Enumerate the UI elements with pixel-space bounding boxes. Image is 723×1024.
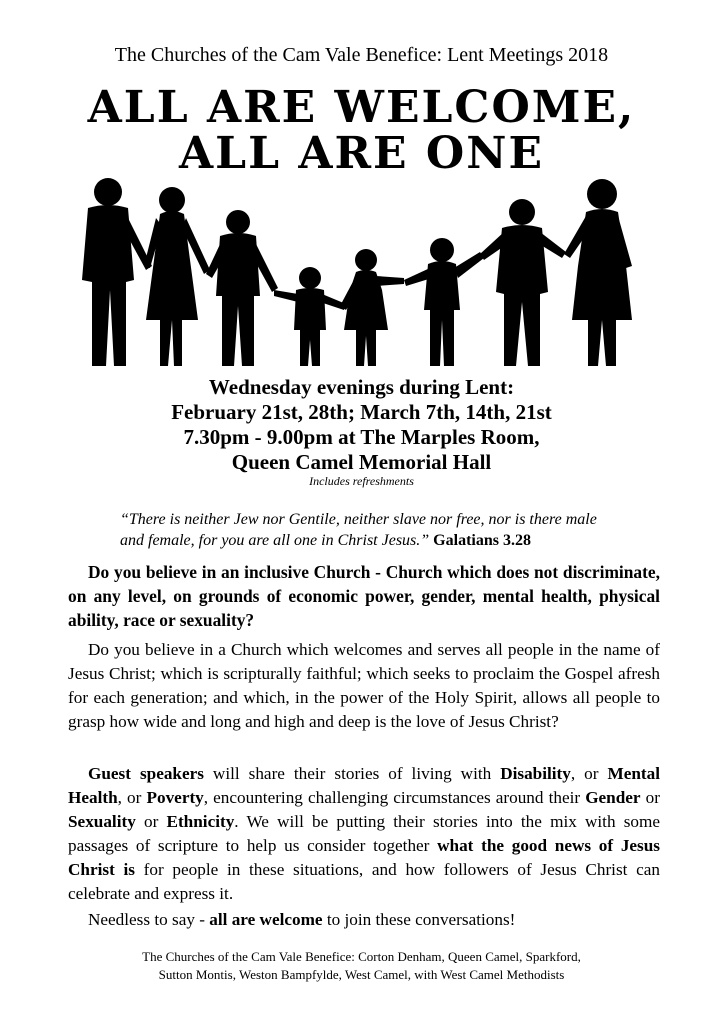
quote-reference: Galatians 3.28: [433, 532, 531, 549]
paragraph-welcoming-church: [68, 638, 660, 734]
headline-line-1: ALL ARE WELCOME,: [87, 82, 636, 133]
p4-text-2: to join these conversations!: [322, 910, 516, 929]
sexuality-text: Sexuality: [68, 812, 136, 831]
poverty-text: Poverty: [146, 788, 204, 807]
silhouette-boy: [404, 238, 484, 366]
p3-text-1: will share their stories of living with: [203, 764, 501, 783]
footer-line-1: The Churches of the Cam Vale Benefice: Corton Denham, Queen Camel, Sparkford,: [142, 949, 581, 964]
good-news-text: what the good news of Jesus Christ is: [68, 836, 660, 879]
paragraph-guest-speakers: [68, 762, 660, 906]
silhouette-woman-right: [564, 179, 632, 366]
p3-text-8: for people in these situations, and how followers of Jesus Christ can celebrate and express it.: [68, 860, 660, 903]
footer-line-2: Sutton Montis, Weston Bampfylde, West Camel, with West Camel Methodists: [158, 967, 565, 982]
silhouette-woman-left: [144, 187, 210, 366]
event-line-4: Queen Camel Memorial Hall: [231, 450, 492, 474]
event-line-2: February 21st, 28th; March 7th, 14th, 21st: [171, 400, 552, 424]
guest-speakers-text: Guest speakers: [88, 764, 204, 783]
silhouette-man-middle: [206, 210, 278, 366]
headline-line-2: ALL ARE ONE: [179, 128, 544, 179]
p3-text-4: , encountering challenging circumstances around their: [203, 788, 586, 807]
family-silhouettes-illustration: [70, 170, 660, 370]
silhouette-girl: [340, 249, 404, 366]
p3-text-5: or: [640, 788, 660, 807]
paragraph-all-welcome: [68, 908, 660, 932]
disability-text: Disability: [500, 764, 571, 783]
p4-text-1: Needless to say -: [88, 910, 210, 929]
footer-churches-list: [0, 948, 723, 984]
all-are-welcome-text: all are welcome: [209, 910, 323, 929]
refreshments-note: Includes refreshments: [309, 474, 414, 488]
mental-health-text: Mental Health: [68, 764, 660, 807]
scripture-quote: [120, 509, 620, 551]
ethnicity-text: Ethnicity: [166, 812, 235, 831]
paragraph-2-text: Do you believe in a Church which welcomes and serves all people in the name of Jesus Christ; which is scripturally faithful; which seeks to proclaim the Gospel afresh for each generation; and which, in the power of the Holy Spirit, allows all people to grasp how wide and long and high and deep is the love of Jesus Christ?: [68, 640, 660, 731]
gender-text: Gender: [585, 788, 641, 807]
header-title: The Churches of the Cam Vale Benefice: Lent Meetings 2018: [114, 44, 609, 66]
p3-text-2: , or: [570, 764, 608, 783]
silhouette-man-right: [480, 199, 566, 366]
paragraph-1-text: Do you believe in an inclusive Church - Church which does not discriminate, on any level, on grounds of economic power, gender, mental health, physical ability, race or sexuality?: [68, 562, 660, 630]
p3-text-7: . We will be putting their stories into the mix with some passages of scripture to help us consider together: [68, 812, 660, 855]
p3-text-6: or: [135, 812, 167, 831]
event-details: [0, 375, 723, 475]
silhouette-small-child: [274, 267, 346, 366]
silhouette-man-left: [82, 178, 152, 366]
p3-text-3: , or: [117, 788, 147, 807]
event-line-3: 7.30pm - 9.00pm at The Marples Room,: [183, 425, 540, 449]
event-line-1: Wednesday evenings during Lent:: [208, 375, 515, 399]
paragraph-inclusive-church: [68, 560, 660, 632]
quote-text: “There is neither Jew nor Gentile, neither slave nor free, nor is there male and female, for you are all one in Christ Jesus.”: [120, 511, 597, 549]
